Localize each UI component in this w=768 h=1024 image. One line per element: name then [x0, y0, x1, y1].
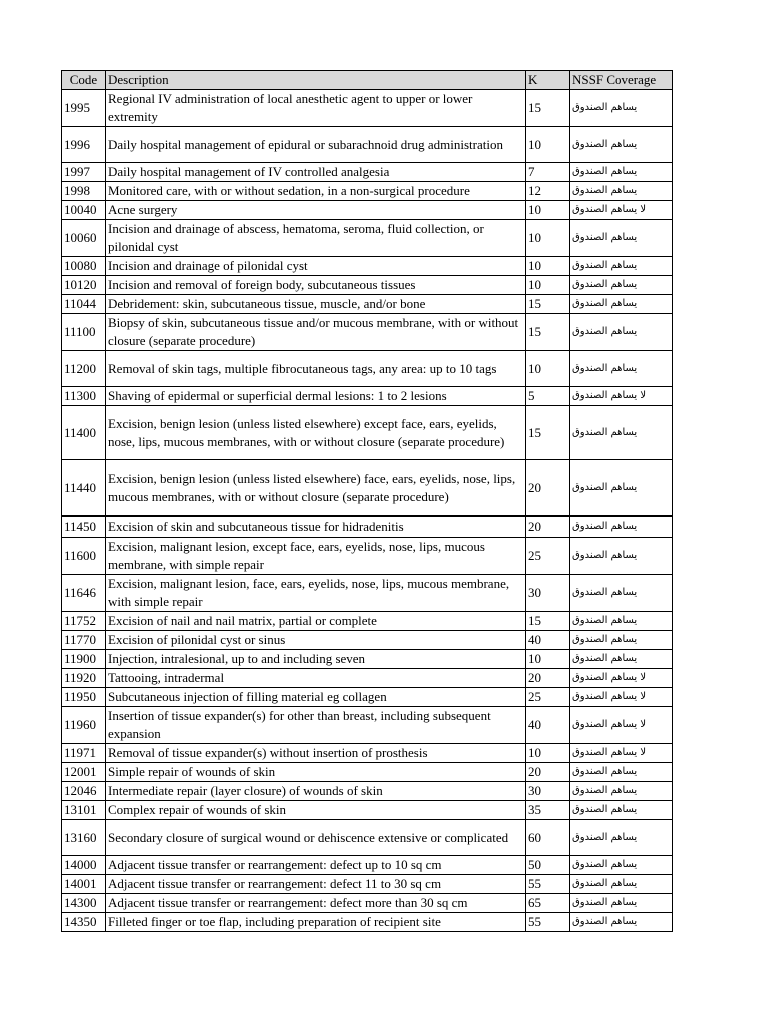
description-cell[interactable]: Excision of skin and subcutaneous tissue for hidradenitis [106, 516, 526, 538]
table-row [62, 201, 673, 220]
k-cell[interactable]: 15 [526, 314, 570, 351]
code-cell[interactable]: 11770 [62, 631, 106, 650]
coverage-cell[interactable]: يساهم الصندوق [570, 856, 673, 875]
description-cell[interactable]: Injection, intralesional, up to and including seven [106, 650, 526, 669]
description-cell[interactable]: Excision, malignant lesion, face, ears, eyelids, nose, lips, mucous membrane, with simple repair [106, 575, 526, 612]
k-cell[interactable]: 55 [526, 913, 570, 932]
description-cell[interactable]: Filleted finger or toe flap, including preparation of recipient site [106, 913, 526, 932]
description-cell[interactable]: Tattooing, intradermal [106, 669, 526, 688]
header-k[interactable]: K [526, 71, 570, 90]
table-row [62, 257, 673, 276]
table-row [62, 801, 673, 820]
code-cell[interactable]: 1995 [62, 90, 106, 127]
description-cell[interactable]: Removal of tissue expander(s) without insertion of prosthesis [106, 744, 526, 763]
coverage-cell[interactable]: يساهم الصندوق [570, 575, 673, 612]
coverage-cell[interactable]: يساهم الصندوق [570, 782, 673, 801]
k-cell[interactable]: 10 [526, 351, 570, 387]
table-row [62, 650, 673, 669]
table-row [62, 744, 673, 763]
k-cell[interactable]: 10 [526, 220, 570, 257]
code-cell[interactable]: 11920 [62, 669, 106, 688]
k-cell[interactable]: 20 [526, 763, 570, 782]
table-row [62, 276, 673, 295]
description-cell[interactable]: Debridement: skin, subcutaneous tissue, muscle, and/or bone [106, 295, 526, 314]
table-row [62, 612, 673, 631]
coverage-cell[interactable]: يساهم الصندوق [570, 650, 673, 669]
description-cell[interactable]: Insertion of tissue expander(s) for other than breast, including subsequent expansion [106, 707, 526, 744]
coverage-cell[interactable]: يساهم الصندوق [570, 612, 673, 631]
spreadsheet-sheet [61, 70, 672, 932]
description-cell[interactable]: Adjacent tissue transfer or rearrangement: defect more than 30 sq cm [106, 894, 526, 913]
description-cell[interactable]: Daily hospital management of IV controlled analgesia [106, 163, 526, 182]
description-cell[interactable]: Excision, malignant lesion, except face, ears, eyelids, nose, lips, mucous membrane, with simple repair [106, 538, 526, 575]
code-cell[interactable]: 11100 [62, 314, 106, 351]
code-cell[interactable]: 10060 [62, 220, 106, 257]
coverage-cell[interactable]: يساهم الصندوق [570, 127, 673, 163]
coverage-cell[interactable]: لا يساهم الصندوق [570, 669, 673, 688]
k-cell[interactable]: 10 [526, 276, 570, 295]
coverage-cell[interactable]: لا يساهم الصندوق [570, 387, 673, 406]
k-cell[interactable]: 55 [526, 875, 570, 894]
header-code[interactable]: Code [62, 71, 106, 90]
coverage-cell[interactable]: يساهم الصندوق [570, 163, 673, 182]
k-cell[interactable]: 10 [526, 650, 570, 669]
table-row [62, 688, 673, 707]
code-cell[interactable]: 11200 [62, 351, 106, 387]
k-cell[interactable]: 10 [526, 201, 570, 220]
description-cell[interactable]: Adjacent tissue transfer or rearrangement: defect up to 10 sq cm [106, 856, 526, 875]
code-cell[interactable]: 11600 [62, 538, 106, 575]
coverage-cell[interactable]: يساهم الصندوق [570, 894, 673, 913]
coverage-cell[interactable]: يساهم الصندوق [570, 538, 673, 575]
code-cell[interactable]: 11400 [62, 406, 106, 460]
code-cell[interactable]: 11960 [62, 707, 106, 744]
code-cell[interactable]: 13101 [62, 801, 106, 820]
table-row [62, 163, 673, 182]
code-cell[interactable]: 12001 [62, 763, 106, 782]
k-cell[interactable]: 40 [526, 707, 570, 744]
k-cell[interactable]: 40 [526, 631, 570, 650]
description-cell[interactable]: Excision of nail and nail matrix, partial or complete [106, 612, 526, 631]
table-row [62, 669, 673, 688]
table-row [62, 631, 673, 650]
coverage-cell[interactable]: يساهم الصندوق [570, 913, 673, 932]
coverage-cell[interactable]: يساهم الصندوق [570, 875, 673, 894]
table-row [62, 516, 673, 538]
code-cell[interactable]: 12046 [62, 782, 106, 801]
table-row [62, 90, 673, 127]
description-cell[interactable]: Regional IV administration of local anesthetic agent to upper or lower extremity [106, 90, 526, 127]
k-cell[interactable]: 20 [526, 516, 570, 538]
description-cell[interactable]: Daily hospital management of epidural or subarachnoid drug administration [106, 127, 526, 163]
coverage-cell[interactable]: يساهم الصندوق [570, 90, 673, 127]
code-cell[interactable]: 10040 [62, 201, 106, 220]
coverage-cell[interactable]: يساهم الصندوق [570, 351, 673, 387]
k-cell[interactable]: 30 [526, 575, 570, 612]
table-row [62, 913, 673, 932]
table-row [62, 894, 673, 913]
k-cell[interactable]: 35 [526, 801, 570, 820]
description-cell[interactable]: Adjacent tissue transfer or rearrangement: defect 11 to 30 sq cm [106, 875, 526, 894]
code-cell[interactable]: 11300 [62, 387, 106, 406]
k-cell[interactable]: 7 [526, 163, 570, 182]
k-cell[interactable]: 65 [526, 894, 570, 913]
k-cell[interactable]: 15 [526, 90, 570, 127]
coverage-cell[interactable]: لا يساهم الصندوق [570, 688, 673, 707]
table-body [62, 90, 673, 932]
coverage-cell[interactable]: يساهم الصندوق [570, 182, 673, 201]
description-cell[interactable]: Excision, benign lesion (unless listed elsewhere) except face, ears, eyelids, nose, lips, mucous membranes, with or without closure (separate procedure) [106, 406, 526, 460]
table-row [62, 460, 673, 517]
coverage-cell[interactable]: يساهم الصندوق [570, 516, 673, 538]
header-description[interactable]: Description [106, 71, 526, 90]
description-cell[interactable]: Incision and removal of foreign body, subcutaneous tissues [106, 276, 526, 295]
coverage-cell[interactable]: يساهم الصندوق [570, 314, 673, 351]
table-row [62, 314, 673, 351]
k-cell[interactable]: 20 [526, 460, 570, 517]
k-cell[interactable]: 10 [526, 257, 570, 276]
code-cell[interactable]: 1998 [62, 182, 106, 201]
k-cell[interactable]: 15 [526, 406, 570, 460]
table-row [62, 538, 673, 575]
code-cell[interactable]: 11752 [62, 612, 106, 631]
code-cell[interactable]: 11950 [62, 688, 106, 707]
coverage-cell[interactable]: لا يساهم الصندوق [570, 201, 673, 220]
description-cell[interactable]: Complex repair of wounds of skin [106, 801, 526, 820]
code-cell[interactable]: 14350 [62, 913, 106, 932]
k-cell[interactable]: 30 [526, 782, 570, 801]
description-cell[interactable]: Shaving of epidermal or superficial dermal lesions: 1 to 2 lesions [106, 387, 526, 406]
coverage-cell[interactable]: يساهم الصندوق [570, 631, 673, 650]
table-row [62, 387, 673, 406]
coverage-cell[interactable]: يساهم الصندوق [570, 406, 673, 460]
code-cell[interactable]: 1996 [62, 127, 106, 163]
k-cell[interactable]: 60 [526, 820, 570, 856]
description-cell[interactable]: Secondary closure of surgical wound or dehiscence extensive or complicated [106, 820, 526, 856]
coverage-cell[interactable]: يساهم الصندوق [570, 257, 673, 276]
table-row [62, 875, 673, 894]
code-cell[interactable]: 11900 [62, 650, 106, 669]
table-row [62, 707, 673, 744]
code-cell[interactable]: 11646 [62, 575, 106, 612]
code-cell[interactable]: 10080 [62, 257, 106, 276]
description-cell[interactable]: Excision, benign lesion (unless listed elsewhere) face, ears, eyelids, nose, lips, mucous membranes, with or without closure (separate procedure) [106, 460, 526, 517]
coverage-cell[interactable]: يساهم الصندوق [570, 820, 673, 856]
description-cell[interactable]: Simple repair of wounds of skin [106, 763, 526, 782]
k-cell[interactable]: 10 [526, 744, 570, 763]
header-row [62, 71, 673, 90]
k-cell[interactable]: 10 [526, 127, 570, 163]
code-cell[interactable]: 11440 [62, 460, 106, 517]
k-cell[interactable]: 15 [526, 612, 570, 631]
coverage-cell[interactable]: يساهم الصندوق [570, 220, 673, 257]
code-cell[interactable]: 14001 [62, 875, 106, 894]
k-cell[interactable]: 12 [526, 182, 570, 201]
code-cell[interactable]: 10120 [62, 276, 106, 295]
code-cell[interactable]: 14000 [62, 856, 106, 875]
coverage-cell[interactable]: يساهم الصندوق [570, 763, 673, 782]
k-cell[interactable]: 20 [526, 669, 570, 688]
k-cell[interactable]: 50 [526, 856, 570, 875]
description-cell[interactable]: Acne surgery [106, 201, 526, 220]
table-row [62, 127, 673, 163]
header-nssf-coverage[interactable]: NSSF Coverage [570, 71, 673, 90]
description-cell[interactable]: Incision and drainage of abscess, hematoma, seroma, fluid collection, or pilonidal cyst [106, 220, 526, 257]
table-row [62, 763, 673, 782]
code-cell[interactable]: 11971 [62, 744, 106, 763]
code-cell[interactable]: 14300 [62, 894, 106, 913]
code-cell[interactable]: 11044 [62, 295, 106, 314]
k-cell[interactable]: 5 [526, 387, 570, 406]
procedure-coverage-table [61, 70, 673, 932]
table-row [62, 220, 673, 257]
k-cell[interactable]: 25 [526, 538, 570, 575]
description-cell[interactable]: Monitored care, with or without sedation, in a non-surgical procedure [106, 182, 526, 201]
coverage-cell[interactable]: يساهم الصندوق [570, 460, 673, 517]
table-row [62, 406, 673, 460]
code-cell[interactable]: 11450 [62, 516, 106, 538]
coverage-cell[interactable]: لا يساهم الصندوق [570, 744, 673, 763]
table-row [62, 856, 673, 875]
k-cell[interactable]: 25 [526, 688, 570, 707]
description-cell[interactable]: Incision and drainage of pilonidal cyst [106, 257, 526, 276]
coverage-cell[interactable]: يساهم الصندوق [570, 295, 673, 314]
code-cell[interactable]: 13160 [62, 820, 106, 856]
table-row [62, 295, 673, 314]
k-cell[interactable]: 15 [526, 295, 570, 314]
coverage-cell[interactable]: يساهم الصندوق [570, 276, 673, 295]
coverage-cell[interactable]: لا يساهم الصندوق [570, 707, 673, 744]
coverage-cell[interactable]: يساهم الصندوق [570, 801, 673, 820]
description-cell[interactable]: Removal of skin tags, multiple fibrocutaneous tags, any area: up to 10 tags [106, 351, 526, 387]
description-cell[interactable]: Excision of pilonidal cyst or sinus [106, 631, 526, 650]
table-row [62, 782, 673, 801]
table-row [62, 351, 673, 387]
description-cell[interactable]: Subcutaneous injection of filling material eg collagen [106, 688, 526, 707]
code-cell[interactable]: 1997 [62, 163, 106, 182]
table-row [62, 182, 673, 201]
table-row [62, 820, 673, 856]
description-cell[interactable]: Intermediate repair (layer closure) of wounds of skin [106, 782, 526, 801]
table-row [62, 575, 673, 612]
description-cell[interactable]: Biopsy of skin, subcutaneous tissue and/or mucous membrane, with or without closure (separate procedure) [106, 314, 526, 351]
